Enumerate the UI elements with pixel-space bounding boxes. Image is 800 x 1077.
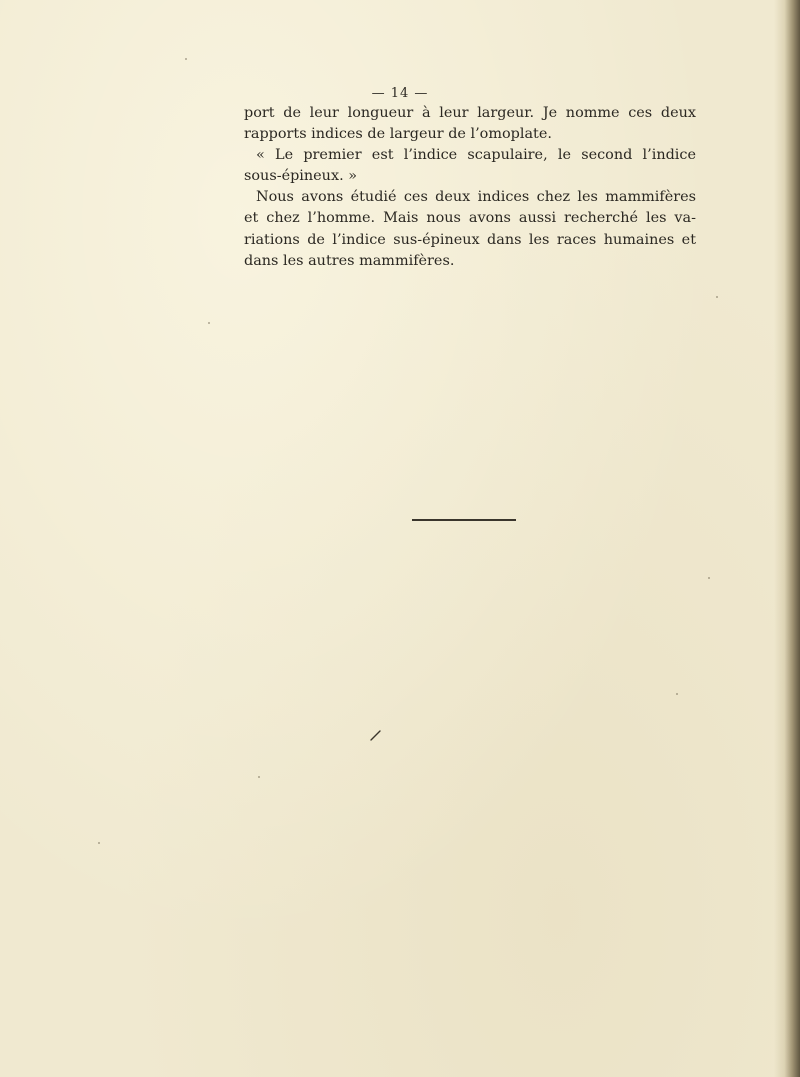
paper-speck: [98, 842, 100, 844]
text-line: port de leur longueur à leur largeur. Je nomme ces deux: [244, 105, 696, 121]
paper-speck: [676, 693, 678, 695]
text-line: Nous avons étudié ces deux indices chez les mammifères: [256, 189, 696, 206]
paper-speck: [208, 322, 210, 324]
text-line: sous-épineux. »: [244, 168, 358, 185]
text-line: riations de l’indice sus-épineux dans les races humaines et: [244, 231, 696, 248]
text-line: « Le premier est l’indice scapulaire, le second l’indice: [256, 147, 696, 164]
text-line: dans les autres mammifères.: [244, 252, 455, 269]
paper-speck: [716, 296, 718, 298]
body-text: [244, 103, 696, 272]
paper-speck: [708, 577, 710, 579]
page-number: — 14 —: [371, 86, 429, 101]
page-edge-shadow: [774, 0, 800, 1077]
text-line: et chez l’homme. Mais nous avons aussi recherché les va-: [244, 210, 696, 227]
text-line: rapports indices de largeur de l’omoplate.: [244, 126, 552, 143]
paper-speck: [185, 58, 187, 60]
paper-speck: [258, 776, 260, 778]
section-divider-rule: [412, 519, 516, 521]
ink-stroke-mark: [369, 728, 383, 742]
